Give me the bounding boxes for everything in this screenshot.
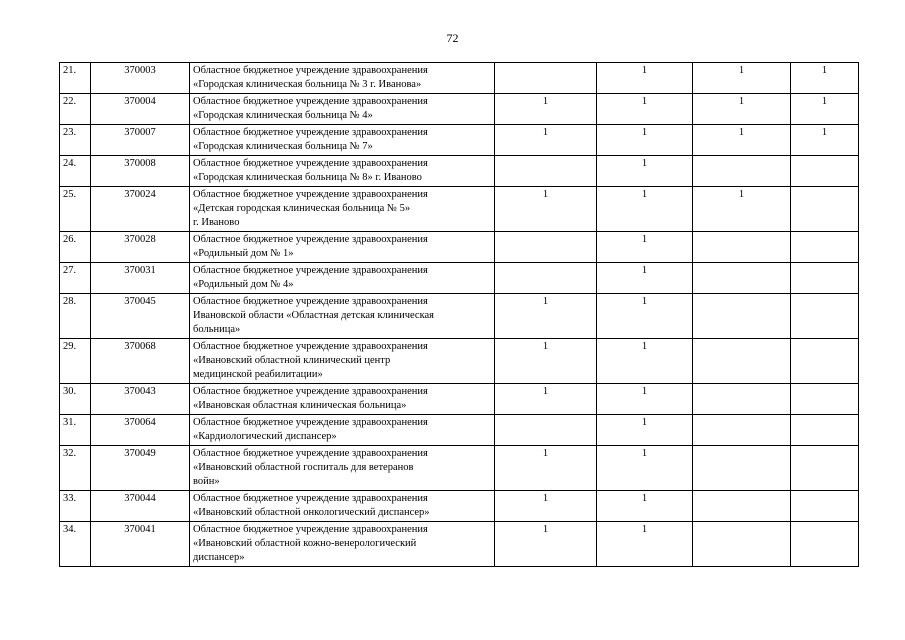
institution-name-line: «Детская городская клиническая больница № 5» <box>193 203 411 214</box>
value-cell-1: 1 <box>495 187 597 232</box>
value-cell-4 <box>791 339 859 384</box>
institution-code-cell: 370045 <box>91 294 190 339</box>
value-cell-1: 1 <box>495 384 597 415</box>
value-cell-2: 1 <box>597 415 693 446</box>
institution-code-cell: 370044 <box>91 491 190 522</box>
institution-code-cell: 370028 <box>91 232 190 263</box>
institution-name-cell <box>190 94 495 125</box>
institution-name-line: Областное бюджетное учреждение здравоохранения <box>193 296 428 307</box>
value-cell-2: 1 <box>597 446 693 491</box>
institution-name-line: «Ивановский областной кожно-венерологический <box>193 538 417 549</box>
table-row <box>60 94 859 125</box>
institution-name-line: Областное бюджетное учреждение здравоохранения <box>193 524 428 535</box>
value-cell-3 <box>693 522 791 567</box>
institution-name-line: Областное бюджетное учреждение здравоохранения <box>193 234 428 245</box>
institution-name-line: «Ивановский областной онкологический диспансер» <box>193 507 430 518</box>
row-number-cell: 27. <box>60 263 91 294</box>
institution-code-cell: 370041 <box>91 522 190 567</box>
institution-name-line: «Городская клиническая больница № 7» <box>193 141 373 152</box>
institution-name-cell <box>190 415 495 446</box>
institution-name-cell <box>190 294 495 339</box>
row-number-cell: 29. <box>60 339 91 384</box>
institution-name-cell <box>190 232 495 263</box>
institution-name-line: «Городская клиническая больница № 3 г. Иванова» <box>193 79 422 90</box>
value-cell-4 <box>791 491 859 522</box>
row-number-cell: 28. <box>60 294 91 339</box>
value-cell-2: 1 <box>597 63 693 94</box>
table-row <box>60 156 859 187</box>
table-row <box>60 491 859 522</box>
value-cell-2: 1 <box>597 232 693 263</box>
institution-name-cell <box>190 339 495 384</box>
institution-name-cell <box>190 263 495 294</box>
value-cell-3 <box>693 339 791 384</box>
institution-name-line: Областное бюджетное учреждение здравоохранения <box>193 189 428 200</box>
value-cell-4 <box>791 156 859 187</box>
institution-code-cell: 370008 <box>91 156 190 187</box>
institution-name-line: Областное бюджетное учреждение здравоохранения <box>193 493 428 504</box>
institution-name-line: «Городская клиническая больница № 4» <box>193 110 373 121</box>
value-cell-2: 1 <box>597 263 693 294</box>
value-cell-1: 1 <box>495 94 597 125</box>
row-number-cell: 26. <box>60 232 91 263</box>
value-cell-2: 1 <box>597 491 693 522</box>
institution-name-line: медицинской реабилитации» <box>193 369 323 380</box>
institution-name-line: «Родильный дом № 1» <box>193 248 294 259</box>
institution-name-line: «Кардиологический диспансер» <box>193 431 337 442</box>
row-number-cell: 34. <box>60 522 91 567</box>
institution-name-cell <box>190 446 495 491</box>
value-cell-3 <box>693 232 791 263</box>
institution-name-cell <box>190 156 495 187</box>
institution-name-cell <box>190 522 495 567</box>
value-cell-1: 1 <box>495 339 597 384</box>
institution-code-cell: 370004 <box>91 94 190 125</box>
value-cell-1: 1 <box>495 446 597 491</box>
institution-name-cell <box>190 63 495 94</box>
institution-code-cell: 370007 <box>91 125 190 156</box>
table-row <box>60 522 859 567</box>
institution-name-line: Областное бюджетное учреждение здравоохранения <box>193 158 428 169</box>
table-row <box>60 384 859 415</box>
value-cell-2: 1 <box>597 384 693 415</box>
institution-name-line: «Ивановский областной клинический центр <box>193 355 391 366</box>
value-cell-1: 1 <box>495 491 597 522</box>
value-cell-4 <box>791 446 859 491</box>
value-cell-4 <box>791 232 859 263</box>
row-number-cell: 23. <box>60 125 91 156</box>
institution-name-line: диспансер» <box>193 552 245 563</box>
institution-name-line: войн» <box>193 476 220 487</box>
value-cell-2: 1 <box>597 294 693 339</box>
table-row <box>60 63 859 94</box>
institution-name-line: «Ивановский областной госпиталь для ветеранов <box>193 462 414 473</box>
institutions-table <box>59 62 859 567</box>
table-row <box>60 339 859 384</box>
institution-name-line: Областное бюджетное учреждение здравоохранения <box>193 96 428 107</box>
value-cell-1 <box>495 232 597 263</box>
institution-name-line: Областное бюджетное учреждение здравоохранения <box>193 127 428 138</box>
value-cell-2: 1 <box>597 522 693 567</box>
institution-name-line: Областное бюджетное учреждение здравоохранения <box>193 341 428 352</box>
value-cell-4 <box>791 263 859 294</box>
table-body <box>60 63 859 567</box>
table-row <box>60 446 859 491</box>
value-cell-3 <box>693 263 791 294</box>
row-number-cell: 25. <box>60 187 91 232</box>
value-cell-4: 1 <box>791 125 859 156</box>
value-cell-4: 1 <box>791 63 859 94</box>
institution-code-cell: 370068 <box>91 339 190 384</box>
table-row <box>60 415 859 446</box>
value-cell-3 <box>693 294 791 339</box>
value-cell-3 <box>693 156 791 187</box>
value-cell-2: 1 <box>597 187 693 232</box>
value-cell-2: 1 <box>597 125 693 156</box>
institution-name-line: «Городская клиническая больница № 8» г. Иваново <box>193 172 422 183</box>
institution-name-cell <box>190 491 495 522</box>
value-cell-4 <box>791 384 859 415</box>
institution-name-line: Областное бюджетное учреждение здравоохранения <box>193 265 428 276</box>
value-cell-4 <box>791 415 859 446</box>
value-cell-3: 1 <box>693 125 791 156</box>
institution-code-cell: 370043 <box>91 384 190 415</box>
value-cell-1 <box>495 263 597 294</box>
institution-name-cell <box>190 384 495 415</box>
value-cell-1: 1 <box>495 294 597 339</box>
institution-name-line: Областное бюджетное учреждение здравоохранения <box>193 448 428 459</box>
value-cell-3: 1 <box>693 94 791 125</box>
institution-name-line: г. Иваново <box>193 217 240 228</box>
value-cell-4 <box>791 294 859 339</box>
institution-name-line: Ивановской области «Областная детская клиническая <box>193 310 435 321</box>
row-number-cell: 32. <box>60 446 91 491</box>
institution-name-line: «Родильный дом № 4» <box>193 279 294 290</box>
table-row <box>60 263 859 294</box>
table-row <box>60 232 859 263</box>
value-cell-2: 1 <box>597 339 693 384</box>
institution-code-cell: 370024 <box>91 187 190 232</box>
row-number-cell: 33. <box>60 491 91 522</box>
row-number-cell: 21. <box>60 63 91 94</box>
value-cell-3 <box>693 491 791 522</box>
institution-name-line: Областное бюджетное учреждение здравоохранения <box>193 65 428 76</box>
value-cell-3: 1 <box>693 187 791 232</box>
value-cell-1 <box>495 156 597 187</box>
institution-name-line: больница» <box>193 324 241 335</box>
row-number-cell: 22. <box>60 94 91 125</box>
value-cell-4 <box>791 522 859 567</box>
institution-name-line: «Ивановская областная клиническая больница» <box>193 400 407 411</box>
value-cell-3: 1 <box>693 63 791 94</box>
institution-code-cell: 370049 <box>91 446 190 491</box>
table-row <box>60 294 859 339</box>
value-cell-4: 1 <box>791 94 859 125</box>
institution-name-line: Областное бюджетное учреждение здравоохранения <box>193 417 428 428</box>
row-number-cell: 24. <box>60 156 91 187</box>
institution-name-cell <box>190 187 495 232</box>
table-row <box>60 187 859 232</box>
value-cell-3 <box>693 446 791 491</box>
institution-code-cell: 370064 <box>91 415 190 446</box>
row-number-cell: 30. <box>60 384 91 415</box>
value-cell-1: 1 <box>495 125 597 156</box>
institution-code-cell: 370003 <box>91 63 190 94</box>
value-cell-1 <box>495 63 597 94</box>
table-row <box>60 125 859 156</box>
value-cell-2: 1 <box>597 94 693 125</box>
row-number-cell: 31. <box>60 415 91 446</box>
value-cell-3 <box>693 415 791 446</box>
value-cell-1 <box>495 415 597 446</box>
page-number: 72 <box>446 31 459 45</box>
value-cell-3 <box>693 384 791 415</box>
institution-name-line: Областное бюджетное учреждение здравоохранения <box>193 386 428 397</box>
value-cell-4 <box>791 187 859 232</box>
value-cell-2: 1 <box>597 156 693 187</box>
value-cell-1: 1 <box>495 522 597 567</box>
institution-name-cell <box>190 125 495 156</box>
institution-code-cell: 370031 <box>91 263 190 294</box>
